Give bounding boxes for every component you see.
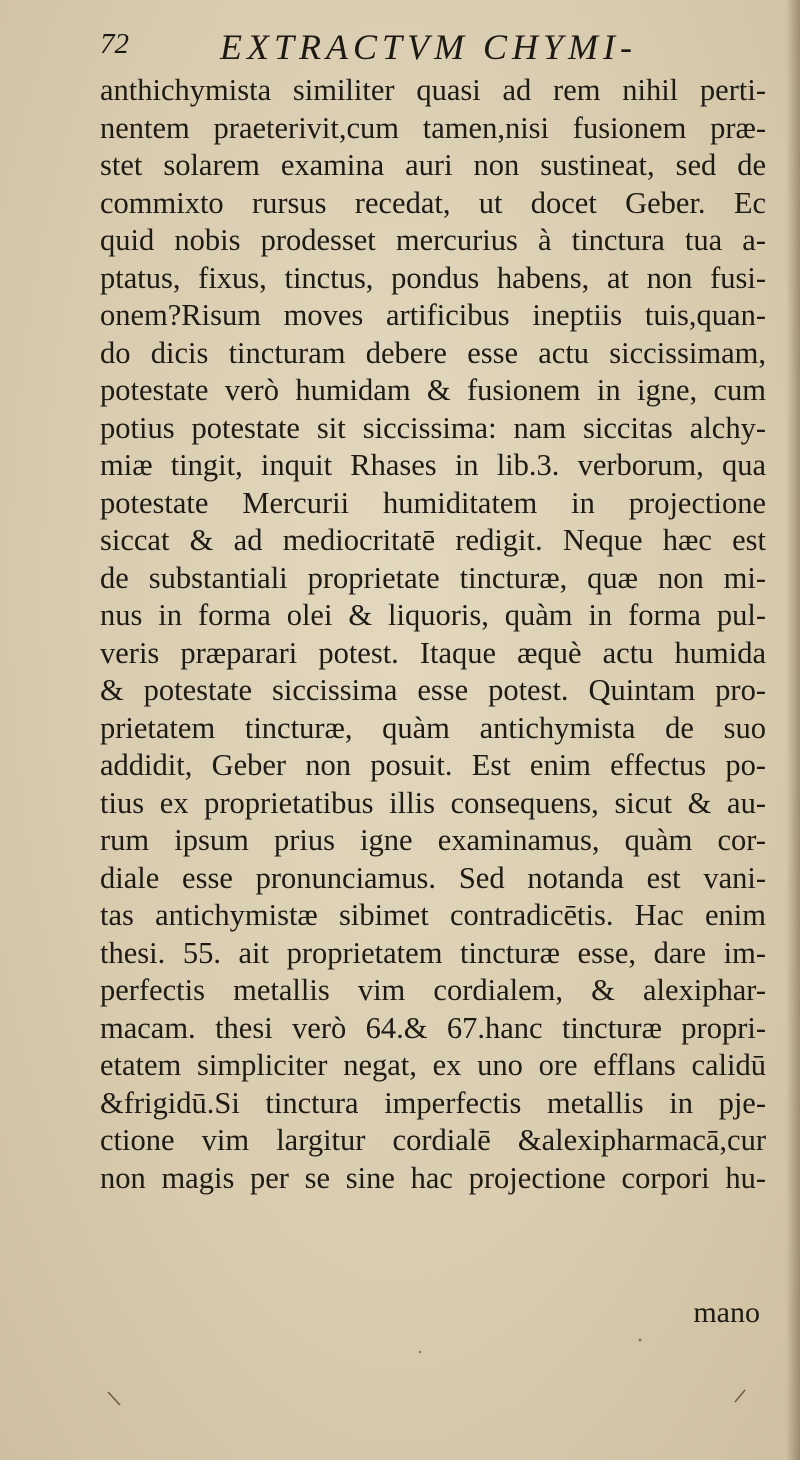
catchword: mano <box>693 1296 760 1329</box>
text-line: macam. thesi verò 64.& 67.hanc tincturæ propri- <box>100 1010 766 1045</box>
text-line: &frigidū.Si tinctura imperfectis metallis in pje- <box>100 1085 766 1120</box>
text-line: tius ex proprietatibus illis consequens, sicut & au- <box>100 785 766 820</box>
text-line: potestate verò humidam & fusionem in igne, cum <box>100 373 766 407</box>
text-line: tas antichymistæ sibimet contradicētis. Hac enim <box>100 898 766 932</box>
text-line: rum ipsum prius igne examinamus, quàm cor- <box>100 823 766 857</box>
text-line: veris præparari potest. Itaque æquè actu humida <box>100 635 766 670</box>
text-line: commixto rursus recedat, ut docet Geber. Ec <box>100 185 766 220</box>
text-line: prietatem tincturæ, quàm antichymista de suo <box>100 710 766 745</box>
text-line: ptatus, fixus, tinctus, pondus habens, at non fusi- <box>100 260 766 295</box>
paper-speck <box>419 1351 421 1353</box>
paper-speck <box>735 1390 745 1402</box>
text-line: nus in forma olei & liquoris, quàm in forma pul- <box>100 598 766 632</box>
text-line: potestate Mercurii humiditatem in projectione <box>100 485 766 520</box>
text-line: quid nobis prodesset mercurius à tinctura tua a- <box>100 223 766 257</box>
page-number: 72 <box>100 28 129 60</box>
text-line: anthichymista similiter quasi ad rem nihil perti- <box>100 73 766 107</box>
paper-speck <box>639 1339 642 1342</box>
text-line: non magis per se sine hac projectione corpori hu- <box>100 1160 766 1195</box>
text-line: ctione vim largitur cordialē &alexipharmacā,cur <box>100 1123 766 1157</box>
text-line: siccat & ad mediocritatē redigit. Neque hæc est <box>100 523 766 557</box>
text-line: perfectis metallis vim cordialem, & alexiphar- <box>100 973 766 1007</box>
text-line: miæ tingit, inquit Rhases in lib.3. verborum, qua <box>100 448 766 482</box>
text-line: de substantiali proprietate tincturæ, quæ non mi- <box>100 560 766 595</box>
text-line: diale esse pronunciamus. Sed notanda est vani- <box>100 860 766 895</box>
paper-speck <box>108 1392 120 1405</box>
text-line: & potestate siccissima esse potest. Quintam pro- <box>100 673 766 707</box>
text-line: etatem simpliciter negat, ex uno ore efflans calidū <box>100 1048 766 1082</box>
text-line: stet solarem examina auri non sustineat, sed de <box>100 148 766 182</box>
text-line: onem?Risum moves artificibus ineptiis tuis,quan- <box>100 298 766 332</box>
text-line: do dicis tincturam debere esse actu siccissimam, <box>100 335 766 370</box>
text-line: nentem prаeterivit,cum tamen,nisi fusionem præ- <box>100 110 766 145</box>
text-line: thesi. 55. ait proprietatem tincturæ esse, dare im- <box>100 935 766 970</box>
text-line: addidit, Geber non posuit. Est enim effectus po- <box>100 748 766 782</box>
running-title: EXTRACTVM CHYMI- <box>220 27 637 67</box>
text-line: potius potestate sit siccissima: nam siccitas alchy- <box>100 410 766 445</box>
